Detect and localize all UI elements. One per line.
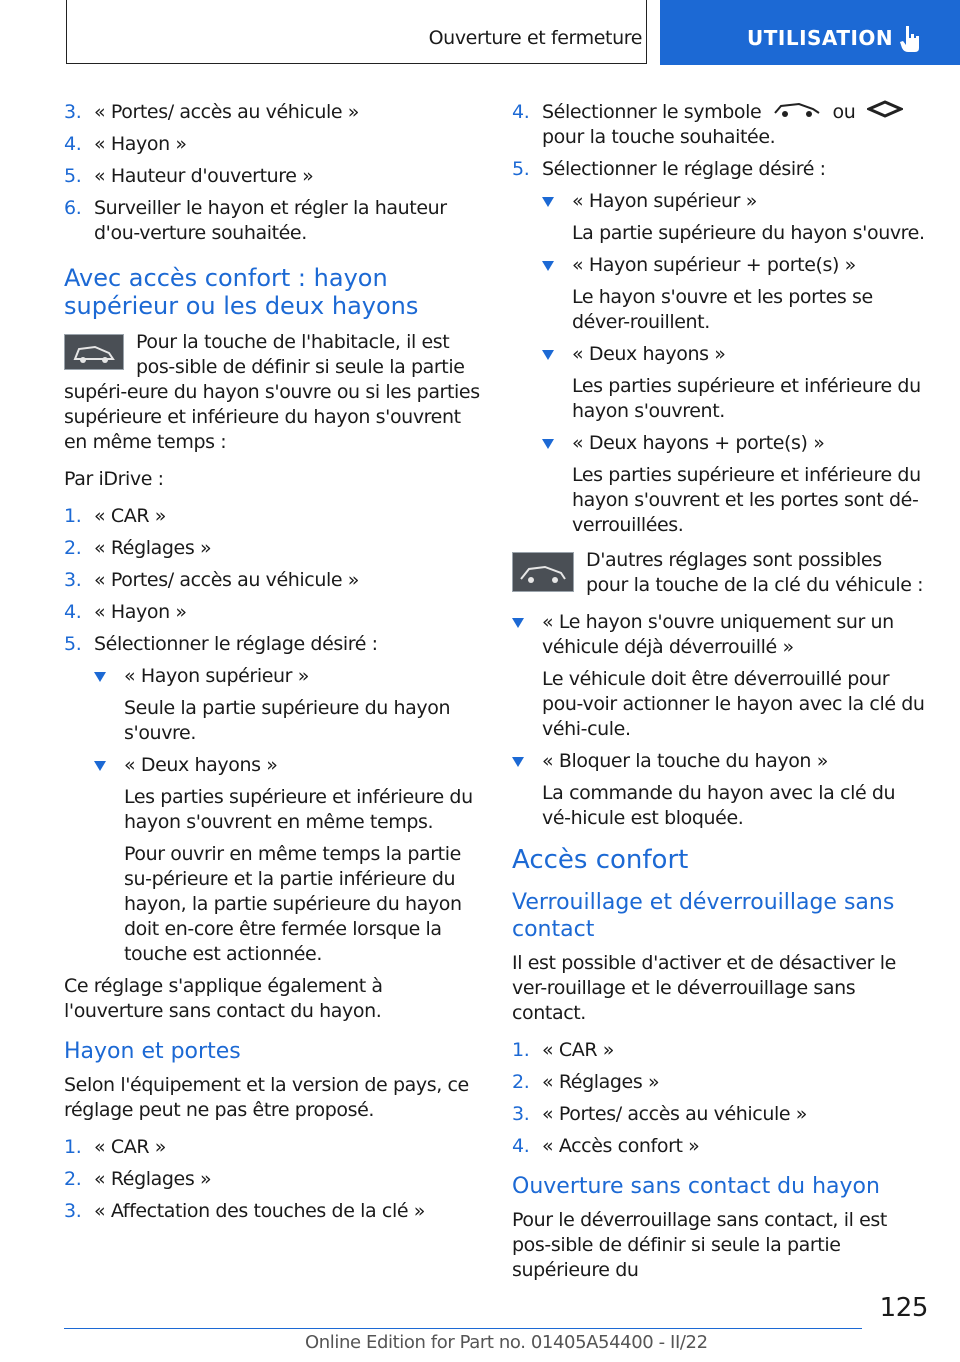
bullet-item: « Deux hayons » bbox=[94, 753, 484, 778]
triangle-bullet-icon bbox=[94, 672, 106, 682]
bullet-desc: Seule la partie supérieure du hayon s'ouvre. bbox=[124, 697, 451, 744]
list-item: 4. « Accès confort » bbox=[512, 1135, 700, 1157]
section-title: Ouverture et fermeture bbox=[428, 27, 642, 49]
bullet-desc: Le hayon s'ouvre et les portes se déver-rouillent. bbox=[572, 286, 873, 333]
triangle-bullet-icon bbox=[542, 197, 554, 207]
list-item: 3. « Portes/ accès au véhicule » bbox=[512, 1103, 808, 1125]
paragraph-idrive: Par iDrive : bbox=[64, 468, 164, 490]
bullet-item: « Hayon supérieur + porte(s) » bbox=[542, 253, 927, 278]
list-item: 4. Sélectionner le symbole ou pour la touche souhaitée. bbox=[512, 100, 927, 150]
key-tailgate-icon bbox=[512, 552, 574, 592]
paragraph-also: Ce réglage s'applique également à l'ouverture sans contact du hayon. bbox=[64, 975, 383, 1022]
heading-hayon: Hayon et portes bbox=[64, 1039, 241, 1064]
triangle-bullet-icon bbox=[542, 261, 554, 271]
bullet-desc: La commande du hayon avec la clé du vé-hicule est bloquée. bbox=[542, 782, 896, 829]
bullet-item: « Bloquer la touche du hayon » bbox=[512, 749, 927, 774]
bullet-item: « Deux hayons + porte(s) » bbox=[542, 431, 927, 456]
triangle-bullet-icon bbox=[512, 618, 524, 628]
paragraph-verrouillage: Il est possible d'activer et de désactiver le ver-rouillage et le déverrouillage sans contact. bbox=[512, 952, 896, 1024]
list-item: 4. « Hayon » bbox=[64, 601, 187, 623]
bullet-item: « Deux hayons » bbox=[542, 342, 927, 367]
list-item: 3. « Portes/ accès au véhicule » bbox=[64, 569, 360, 591]
bullet-desc: Le véhicule doit être déverrouillé pour pou-voir actionner le hayon avec la clé du véhi-cule. bbox=[542, 668, 925, 740]
right-column bbox=[512, 100, 927, 1295]
left-column bbox=[64, 100, 484, 1231]
page-number: 125 bbox=[879, 1293, 928, 1323]
bullet-item: « Hayon supérieur » bbox=[542, 189, 927, 214]
paragraph-hayon: Selon l'équipement et la version de pays, ce réglage peut ne pas être proposé. bbox=[64, 1074, 469, 1121]
list-item: 5. Sélectionner le réglage désiré : bbox=[64, 633, 378, 655]
tailgate-button-icon bbox=[64, 334, 124, 370]
diamond-symbol-icon bbox=[867, 100, 903, 125]
bullet-desc: Les parties supérieure et inférieure du hayon s'ouvrent. bbox=[572, 375, 921, 422]
paragraph-confort: Pour la touche de l'habitacle, il est pos-sible de définir si seule la partie supéri-eure du hayon s'ouvre ou si les parties supérieure et inférieure du hayon s'ouvrent en même temps : bbox=[64, 331, 480, 453]
triangle-bullet-icon bbox=[542, 439, 554, 449]
list-item: 2. « Réglages » bbox=[64, 537, 212, 559]
bullet-desc: Les parties supérieure et inférieure du hayon s'ouvrent et les portes sont dé-verrouillées. bbox=[572, 464, 921, 536]
hand-pointer-icon bbox=[898, 24, 924, 61]
list-item: 5. Sélectionner le réglage désiré : bbox=[512, 158, 826, 180]
bullet-desc: La partie supérieure du hayon s'ouvre. bbox=[572, 222, 925, 244]
chapter-tab[interactable] bbox=[660, 0, 960, 65]
triangle-bullet-icon bbox=[512, 757, 524, 767]
heading-ouverture: Ouverture sans contact du hayon bbox=[512, 1174, 880, 1199]
heading-acces-confort: Accès confort bbox=[512, 845, 689, 875]
list-item: 1. « CAR » bbox=[64, 1136, 166, 1158]
list-item: 1. « CAR » bbox=[64, 505, 166, 527]
triangle-bullet-icon bbox=[542, 350, 554, 360]
list-item: 2. « Réglages » bbox=[64, 1168, 212, 1190]
bullet-desc: Les parties supérieure et inférieure du hayon s'ouvrent en même temps. bbox=[124, 786, 473, 833]
footer-divider bbox=[64, 1328, 862, 1329]
bullet-item: « Le hayon s'ouvre uniquement sur un véhicule déjà déverrouillé » bbox=[512, 610, 927, 660]
bullet-desc: Pour ouvrir en même temps la partie su-périeure et la partie inférieure du hayon, la partie supérieure du hayon doit en-core être fermée lorsque la touche est actionnée. bbox=[124, 843, 462, 965]
heading-verrouillage: Verrouillage et déverrouillage sans contact bbox=[512, 890, 895, 942]
paragraph-ouverture: Pour le déverrouillage sans contact, il est pos-sible de définir si seule la partie supérieure du bbox=[512, 1209, 887, 1281]
triangle-bullet-icon bbox=[94, 761, 106, 771]
car-symbol-icon bbox=[773, 100, 821, 125]
list-item: 2. « Réglages » bbox=[512, 1071, 660, 1093]
list-item: 5. « Hauteur d'ouverture » bbox=[64, 165, 314, 187]
list-item: 6. Surveiller le hayon et régler la hauteur d'ou-verture souhaitée. bbox=[64, 197, 447, 244]
list-item: 3. « Portes/ accès au véhicule » bbox=[64, 101, 360, 123]
edition-footer: Online Edition for Part no. 01405A54400 - II/22 bbox=[305, 1332, 708, 1353]
bullet-item: « Hayon supérieur » bbox=[94, 664, 484, 689]
list-item: 3. « Affectation des touches de la clé » bbox=[64, 1200, 425, 1222]
heading-confort: Avec accès confort : hayon supérieur ou les deux hayons bbox=[64, 264, 419, 320]
chapter-tab-label: UTILISATION bbox=[747, 26, 894, 50]
list-item: 4. « Hayon » bbox=[64, 133, 187, 155]
paragraph-key: D'autres réglages sont possibles pour la touche de la clé du véhicule : bbox=[512, 548, 927, 598]
list-item: 1. « CAR » bbox=[512, 1039, 614, 1061]
